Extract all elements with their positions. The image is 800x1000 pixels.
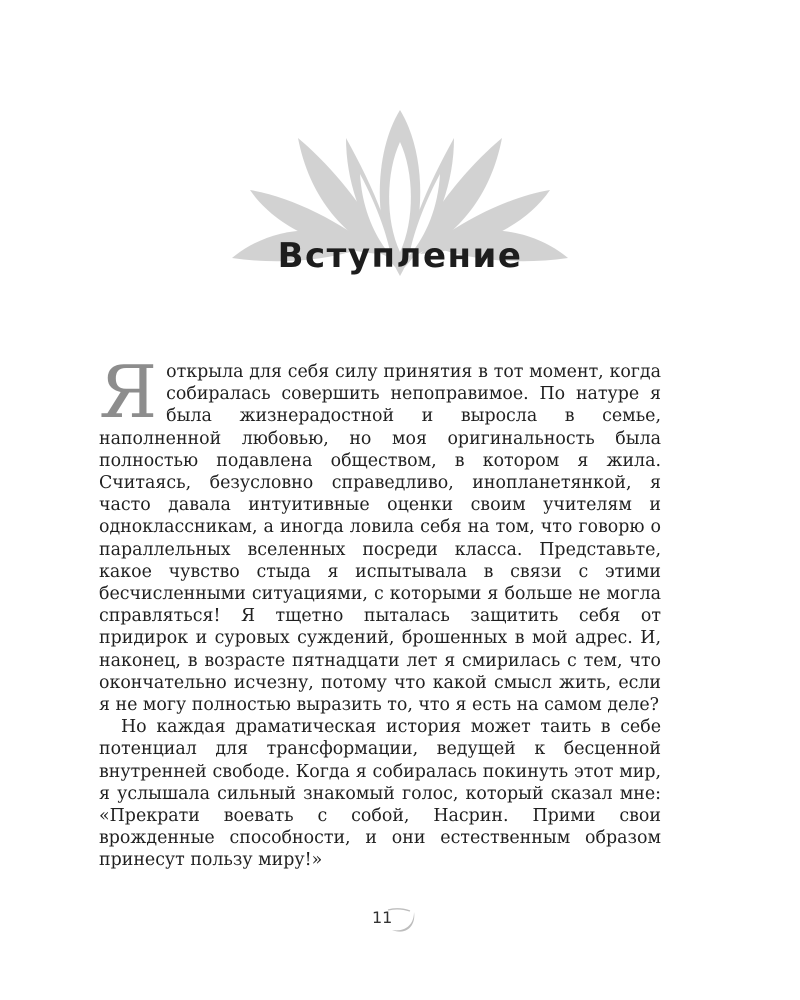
paragraph-1-text: открыла для себя силу принятия в тот момент, когда собиралась совершить непоправимое. По натуре я была жизнерадостной и выросла в семье, наполненной любовью, но моя оригинальность была полностью подавлена обществом, в котором я жила. Считаясь, безусловно справедливо, инопланетянкой, я часто давала интуитивные оценки своим учителям и одноклассникам, а иногда ловила себя на том, что говорю о параллельных вселенных посреди класса. Представьте, какое чувство стыда я испытывала в связи с этими бесчисленными ситуациями, с которыми я больше не могла справляться! Я тщетно пыталась защитить себя от придирок и суровых суждений, брошенных в мой адрес. И, наконец, в возрасте пятнадцати лет я смирилась с тем, что окончательно исчезну, потому что какой смысл жить, если я не могу полностью выразить то, что я есть на самом деле? [99, 362, 661, 716]
paragraph-1 [99, 350, 661, 716]
page-number [370, 906, 430, 936]
paragraph-2: Но каждая драматическая история может таить в себе потенциал для трансформации, ведущей к бесценной внутренней свободе. Когда я собиралась покинуть этот мир, я услышала сильный знакомый голос, который сказал мне: «Прекрати воевать с собой, Насрин. Прими свои врожденные способности, и они естественным образом принесут пользу миру!» [99, 717, 661, 871]
page-number-text: 11 [372, 908, 393, 927]
chapter-title: Вступление [277, 236, 523, 276]
body-text [99, 350, 661, 872]
drop-cap: Я [99, 350, 158, 434]
